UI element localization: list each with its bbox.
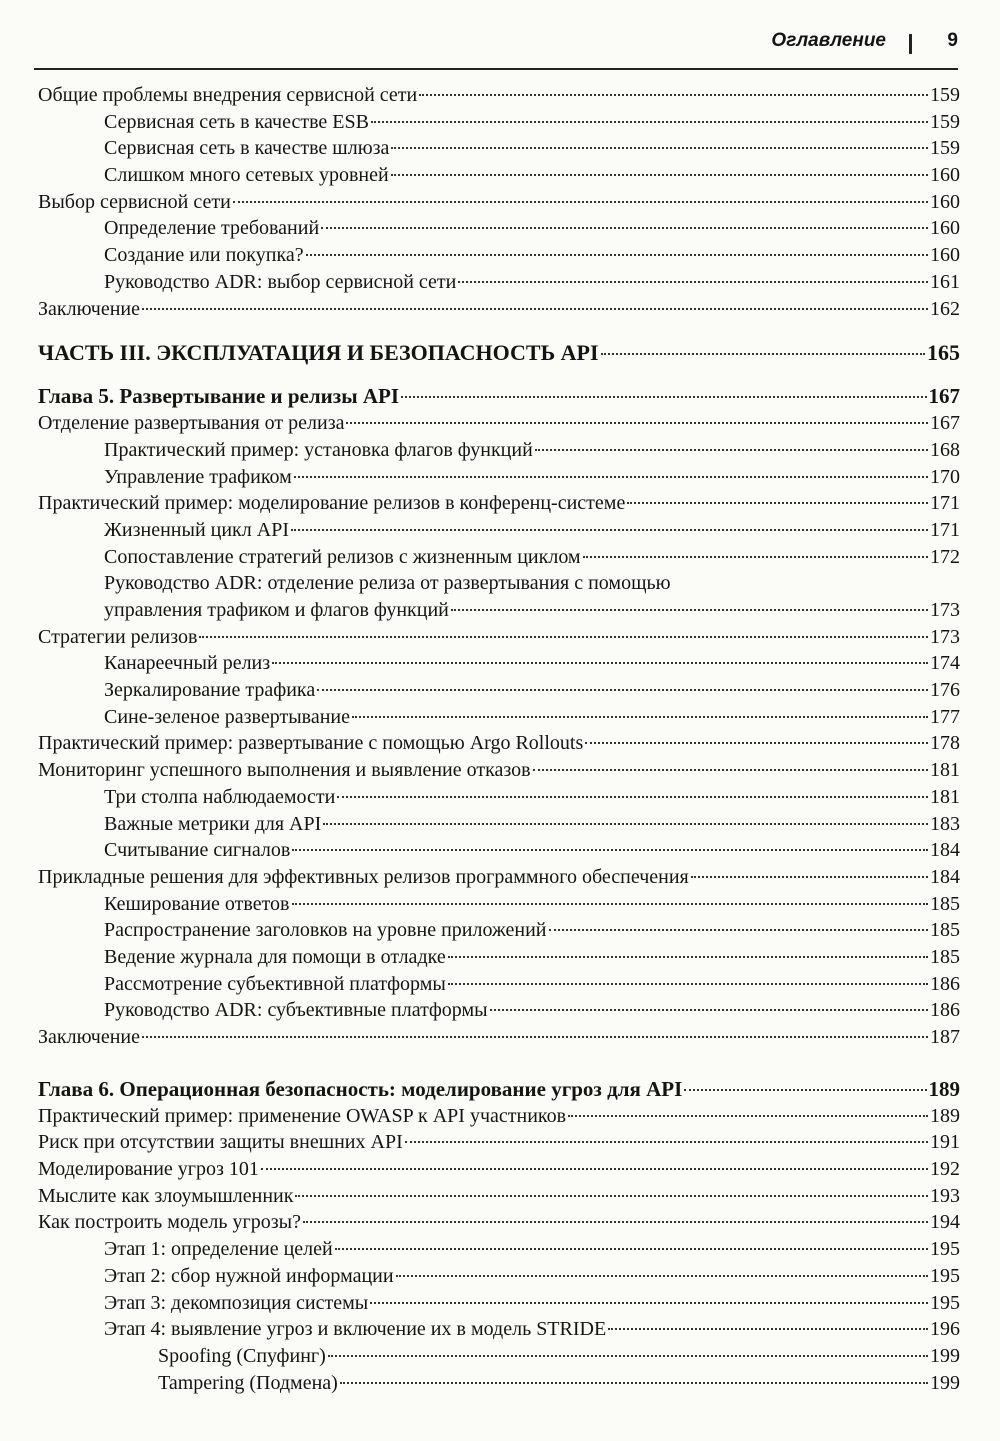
toc-entry-title: Мониторинг успешного выполнения и выявление отказов — [38, 759, 531, 782]
toc-entry-page: 172 — [930, 545, 960, 568]
toc-entry[interactable] — [38, 997, 960, 1024]
toc-leader — [601, 353, 925, 355]
toc-leader — [303, 1221, 928, 1223]
toc-entry[interactable] — [38, 296, 960, 323]
toc-entry-title: Сервисная сеть в качестве ESB — [104, 110, 369, 133]
toc-entry-title: Сервисная сеть в качестве шлюза — [104, 137, 390, 160]
toc-entry-title: Сопоставление стратегий релизов с жизненным циклом — [104, 545, 581, 568]
toc-entry-page: 185 — [930, 919, 960, 942]
toc-entry-title: Руководство ADR: субъективные платформы — [104, 999, 488, 1022]
toc-entry-title: Этап 3: декомпозиция системы — [104, 1291, 369, 1314]
toc-entry-title: Общие проблемы внедрения сервисной сети — [38, 84, 418, 106]
toc-leader — [306, 254, 928, 256]
toc-entry[interactable] — [38, 811, 960, 838]
toc-entry-page: 189 — [928, 1076, 960, 1101]
toc-entry[interactable] — [38, 1290, 960, 1317]
toc-entry[interactable] — [38, 730, 960, 757]
toc-entry-page: 181 — [930, 785, 960, 808]
toc-leader — [294, 476, 928, 478]
toc-entry-title: Прикладные решения для эффективных релизов программного обеспечения — [38, 865, 689, 888]
toc-entry[interactable] — [38, 757, 960, 784]
toc-entry-page: 199 — [930, 1344, 960, 1367]
toc-leader — [370, 1302, 928, 1304]
toc-entry-title: Зеркалирование трафика — [104, 679, 316, 702]
toc-entry-page: 167 — [928, 384, 960, 409]
toc-leader — [292, 903, 929, 905]
toc-leader — [291, 529, 928, 531]
toc-leader — [371, 121, 928, 123]
toc-entry-title: Практический пример: применение OWASP к API участников — [38, 1104, 567, 1127]
toc-leader — [585, 742, 928, 744]
toc-entry[interactable] — [38, 490, 960, 517]
toc-entry-title: Практический пример: развертывание с помощью Argo Rollouts — [38, 732, 584, 755]
toc-entry-title: Считывание сигналов — [104, 839, 291, 862]
toc-part-heading[interactable] — [38, 338, 960, 368]
toc-entry[interactable] — [38, 464, 960, 491]
toc-leader — [328, 1355, 928, 1357]
toc-entry-page: 160 — [930, 217, 960, 240]
toc-entry[interactable] — [38, 544, 960, 571]
toc-entry-title: Жизненный цикл API — [104, 518, 289, 541]
toc-entry[interactable] — [38, 1103, 960, 1130]
toc-leader — [419, 94, 928, 96]
header-separator — [909, 34, 912, 54]
toc-leader — [233, 201, 928, 203]
toc-leader — [458, 281, 928, 283]
toc-entry[interactable] — [38, 971, 960, 998]
toc-entry[interactable] — [38, 82, 960, 109]
toc-entry-page: 193 — [930, 1184, 960, 1207]
toc-entry-page: 177 — [930, 705, 960, 728]
toc-entry[interactable] — [38, 1129, 960, 1156]
toc-entry[interactable] — [38, 864, 960, 891]
toc-entry[interactable] — [38, 944, 960, 971]
toc-entry-title: Управление трафиком — [104, 465, 292, 488]
toc-entry-page: 183 — [930, 812, 960, 835]
toc-entry[interactable] — [38, 1343, 960, 1370]
toc-entry[interactable] — [38, 1183, 960, 1210]
toc-entry-title: ЧАСТЬ III. ЭКСПЛУАТАЦИЯ И БЕЗОПАСНОСТЬ API — [38, 340, 599, 366]
toc-entry-page: 171 — [930, 518, 960, 541]
toc-entry[interactable] — [38, 410, 960, 437]
toc-entry-title: Tampering (Подмена) — [158, 1371, 338, 1394]
toc-entry-page: 173 — [930, 599, 960, 621]
toc-entry-page: 178 — [930, 732, 960, 755]
toc-leader — [535, 449, 928, 451]
toc-entry-page: 160 — [930, 164, 960, 187]
toc-leader — [199, 636, 928, 638]
toc-chapter-heading[interactable] — [38, 382, 960, 410]
toc-leader — [451, 609, 928, 611]
toc-entry-page: 186 — [930, 999, 960, 1022]
toc-leader — [295, 1195, 928, 1197]
toc-entry-title: Выбор сервисной сети — [38, 190, 231, 213]
toc-entry[interactable] — [38, 437, 960, 464]
toc-entry-title: Рассмотрение субъективной платформы — [104, 972, 446, 995]
toc-leader — [352, 716, 928, 718]
toc-leader — [684, 1089, 926, 1091]
toc-chapter-heading[interactable] — [38, 1075, 960, 1103]
table-of-contents — [38, 82, 960, 1396]
toc-entry-title: Практический пример: установка флагов функций — [104, 438, 533, 461]
toc-entry-title: Заключение — [38, 297, 140, 320]
toc-entry-page: 199 — [930, 1371, 960, 1394]
toc-leader — [391, 147, 928, 149]
toc-leader — [396, 1275, 928, 1277]
toc-entry-title: Spoofing (Спуфинг) — [158, 1344, 326, 1367]
toc-entry-title: Моделирование угроз 101 — [38, 1158, 259, 1181]
toc-entry-title: Руководство ADR: отделение релиза от развертывания с помощью — [104, 572, 671, 595]
toc-entry-page: 184 — [930, 865, 960, 888]
toc-leader — [142, 1036, 928, 1038]
toc-entry-page: 189 — [930, 1104, 960, 1127]
toc-entry[interactable] — [38, 1370, 960, 1397]
toc-leader — [533, 769, 928, 771]
toc-leader — [549, 929, 929, 931]
toc-entry-page: 170 — [930, 465, 960, 488]
toc-entry-page: 195 — [930, 1238, 960, 1261]
toc-entry[interactable] — [38, 189, 960, 216]
toc-entry-title: Глава 5. Развертывание и релизы API — [38, 384, 399, 409]
toc-entry[interactable] — [38, 109, 960, 136]
toc-entry-page: 192 — [930, 1158, 960, 1181]
toc-leader — [490, 1009, 928, 1011]
toc-entry[interactable] — [38, 891, 960, 918]
toc-entry-title: Ведение журнала для помощи в отладке — [104, 945, 446, 968]
toc-leader — [608, 1328, 928, 1330]
toc-leader — [261, 1168, 928, 1170]
toc-leader — [340, 1382, 928, 1384]
toc-entry-page: 159 — [930, 110, 960, 133]
toc-entry-page: 184 — [930, 839, 960, 862]
toc-entry[interactable] — [38, 1316, 960, 1343]
toc-entry-page: 171 — [930, 492, 960, 515]
toc-entry-page: 186 — [930, 972, 960, 995]
toc-leader — [142, 308, 928, 310]
toc-entry-title: Мыслите как злоумышленник — [38, 1184, 294, 1207]
toc-entry-title: Этап 1: определение целей — [104, 1238, 333, 1261]
toc-entry[interactable] — [38, 1209, 960, 1236]
toc-entry-title: Практический пример: моделирование релизов в конференц-системе — [38, 492, 626, 515]
toc-entry-title: Сине-зеленое развертывание — [104, 705, 350, 728]
toc-entry-page: 159 — [930, 137, 960, 160]
toc-entry-title: Этап 2: сбор нужной информации — [104, 1264, 394, 1287]
toc-entry[interactable] — [38, 650, 960, 677]
toc-entry-page: 161 — [930, 270, 960, 293]
toc-leader — [272, 662, 928, 664]
toc-entry[interactable] — [38, 624, 960, 651]
toc-entry-title: Канареечный релиз — [104, 652, 271, 675]
toc-entry-page: 181 — [930, 759, 960, 782]
toc-leader — [568, 1115, 928, 1117]
toc-entry[interactable] — [38, 837, 960, 864]
toc-leader — [335, 1248, 928, 1250]
toc-entry[interactable] — [38, 597, 960, 624]
toc-entry-title: Глава 6. Операционная безопасность: моделирование угроз для API — [38, 1076, 683, 1101]
toc-entry-title: Риск при отсутствии защиты внешних API — [38, 1131, 403, 1154]
toc-leader — [401, 396, 927, 398]
toc-entry[interactable] — [38, 1263, 960, 1290]
toc-entry-page: 185 — [930, 945, 960, 968]
toc-entry-first-line[interactable] — [38, 570, 960, 597]
toc-entry-page: 187 — [930, 1026, 960, 1048]
toc-leader — [583, 556, 928, 558]
toc-entry[interactable] — [38, 1156, 960, 1183]
toc-leader — [448, 983, 928, 985]
toc-entry-title: Как построить модель угрозы? — [38, 1211, 301, 1234]
toc-entry[interactable] — [38, 135, 960, 162]
toc-entry[interactable] — [38, 517, 960, 544]
toc-leader — [391, 174, 928, 176]
toc-entry-page: 159 — [930, 84, 960, 106]
toc-leader — [323, 823, 928, 825]
running-title: Оглавление — [771, 30, 886, 51]
toc-entry-title: Этап 4: выявление угроз и включение их в модель STRIDE — [104, 1318, 607, 1341]
toc-entry-title: Три столпа наблюдаемости — [104, 785, 336, 808]
toc-leader — [346, 422, 928, 424]
toc-entry-page: 165 — [927, 340, 960, 366]
toc-entry-page: 168 — [930, 438, 960, 461]
toc-entry-page: 167 — [930, 412, 960, 435]
toc-entry[interactable] — [38, 704, 960, 731]
toc-entry-page: 160 — [930, 244, 960, 267]
toc-leader — [321, 227, 928, 229]
toc-entry[interactable] — [38, 1024, 960, 1051]
toc-entry-title: Слишком много сетевых уровней — [104, 164, 389, 187]
toc-leader — [292, 849, 928, 851]
toc-entry-page: 196 — [930, 1318, 960, 1341]
page-header — [34, 24, 958, 70]
toc-leader — [691, 876, 928, 878]
toc-entry-title-continued: управления трафиком и флагов функций — [104, 599, 449, 621]
toc-leader — [337, 796, 928, 798]
toc-entry[interactable] — [38, 784, 960, 811]
toc-entry-page: 173 — [930, 625, 960, 648]
toc-entry-title: Распространение заголовков на уровне приложений — [104, 919, 547, 942]
toc-entry-page: 160 — [930, 190, 960, 213]
toc-entry-page: 195 — [930, 1264, 960, 1287]
toc-entry[interactable] — [38, 269, 960, 296]
toc-entry-title: Отделение развертывания от релиза — [38, 412, 345, 435]
toc-entry[interactable] — [38, 1236, 960, 1263]
toc-entry[interactable] — [38, 162, 960, 189]
toc-leader — [317, 689, 928, 691]
page-number: 9 — [947, 30, 958, 51]
toc-entry-title: Стратегии релизов — [38, 625, 198, 648]
toc-entry[interactable] — [38, 215, 960, 242]
toc-entry-page: 162 — [930, 297, 960, 320]
toc-entry-page: 191 — [930, 1131, 960, 1154]
toc-entry-title: Важные метрики для API — [104, 812, 322, 835]
toc-entry-page: 176 — [930, 679, 960, 702]
toc-entry-title: Создание или покупка? — [104, 244, 304, 267]
toc-entry-page: 174 — [930, 652, 960, 675]
toc-entry-page: 194 — [930, 1211, 960, 1234]
toc-entry-title: Заключение — [38, 1026, 140, 1048]
toc-entry-title: Кеширование ответов — [104, 892, 290, 915]
toc-entry-title: Руководство ADR: выбор сервисной сети — [104, 270, 457, 293]
toc-entry[interactable] — [38, 677, 960, 704]
toc-leader — [627, 502, 928, 504]
toc-entry[interactable] — [38, 917, 960, 944]
toc-entry[interactable] — [38, 242, 960, 269]
toc-entry-title: Определение требований — [104, 217, 320, 240]
toc-leader — [448, 956, 928, 958]
toc-entry-page: 195 — [930, 1291, 960, 1314]
toc-entry-page: 185 — [930, 892, 960, 915]
toc-leader — [405, 1141, 928, 1143]
